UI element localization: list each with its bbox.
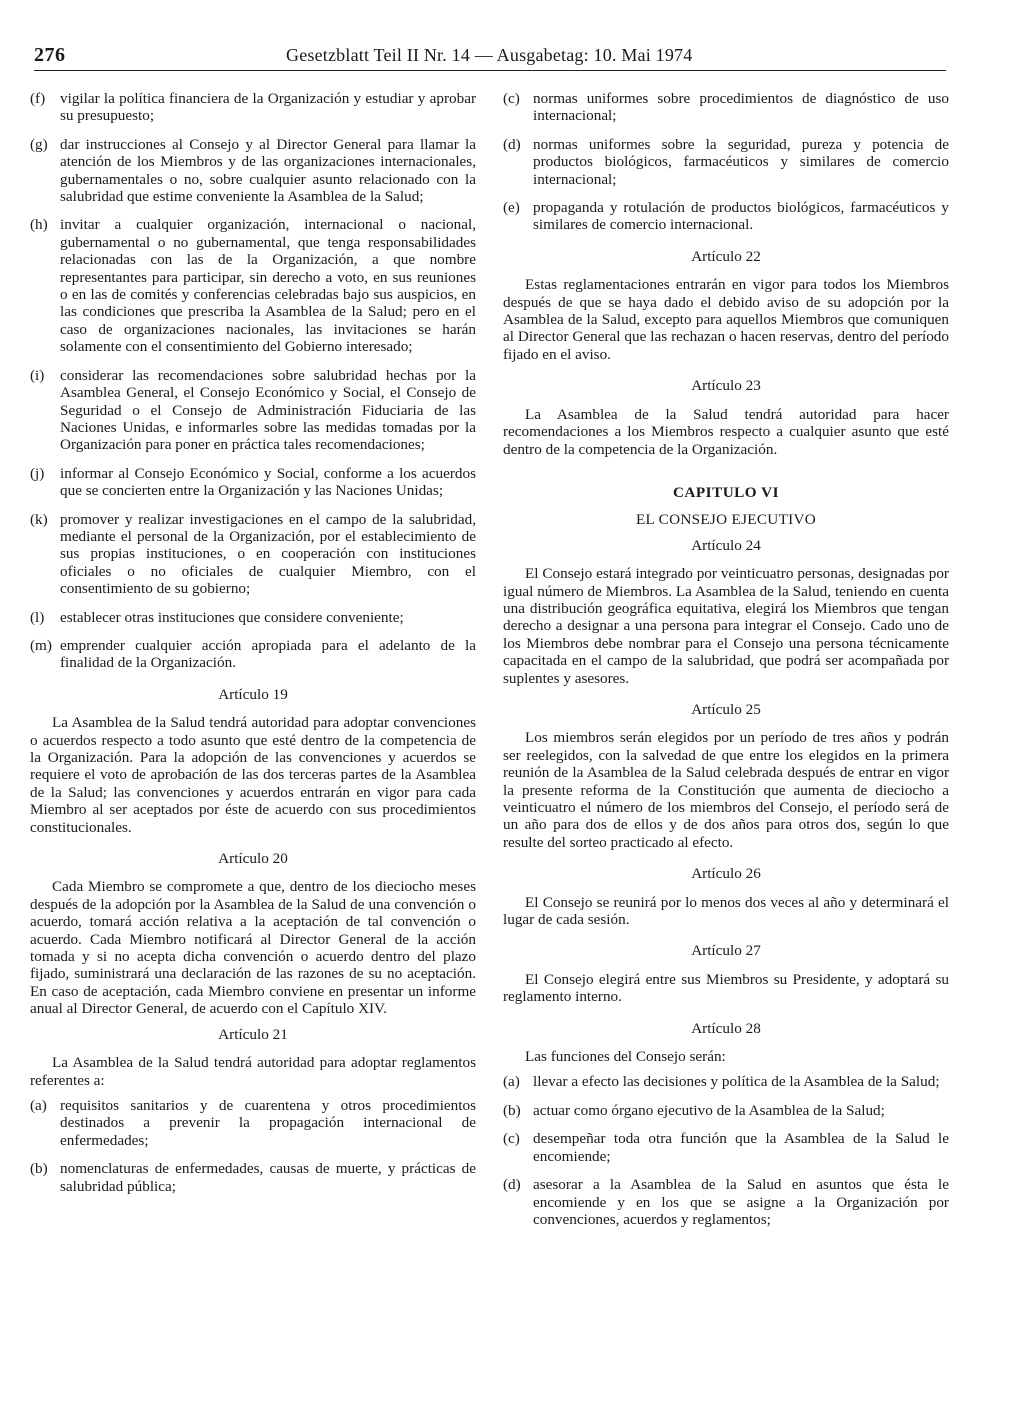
chapter-subtitle: EL CONSEJO EJECUTIVO bbox=[635, 511, 817, 529]
item-text: normas uniformes sobre la seguridad, pureza y potencia de productos biológicos, farmacéuticos y similares de comercio internacional; bbox=[533, 135, 949, 188]
list-item bbox=[30, 216, 476, 355]
list-item bbox=[30, 367, 476, 454]
item-label: (e) bbox=[503, 199, 520, 217]
article-22-heading: Artículo 22 bbox=[691, 247, 761, 265]
list-item bbox=[30, 136, 476, 206]
item-text: nomenclaturas de enfermedades, causas de muerte, y prácticas de salubridad pública; bbox=[60, 1160, 476, 1195]
item-label: (d) bbox=[503, 135, 521, 153]
article-24-heading: Artículo 24 bbox=[691, 536, 761, 554]
item-text: requisitos sanitarios y de cuarentena y otros procedimientos destinados a prevenir la propagación internacional de enfermedades; bbox=[60, 1096, 476, 1149]
item-label: (f) bbox=[30, 90, 46, 107]
article-22-text: Estas reglamentaciones entrarán en vigor para todos los Miembros después de que se haya dado el debido aviso de su adopción por la Asamblea de la Salud, excepto para aquellos Miembros que comuniquen al Director General que las rechazan o hacen reservas, dentro del período fijado en el aviso. bbox=[503, 276, 949, 363]
right-column bbox=[503, 90, 949, 1239]
list-item bbox=[30, 1160, 476, 1195]
article-26-heading: Artículo 26 bbox=[691, 865, 761, 883]
article-28-heading: Artículo 28 bbox=[691, 1019, 761, 1037]
list-item bbox=[30, 609, 476, 626]
list-item bbox=[503, 1130, 949, 1165]
list-item bbox=[503, 1073, 949, 1090]
list-item bbox=[503, 199, 949, 234]
article-19-text: La Asamblea de la Salud tendrá autoridad para adoptar convenciones o acuerdos respecto a todo asunto que esté dentro de la competencia de la Organización. Para la adopción de las convenciones y acuerdos se requiere el voto de aprobación de las dos terceras partes de la Asamblea de la Salud; las convenciones y acuerdos entrarán en vigor para cada Miembro al ser aceptados por éste de acuerdo con sus procedimientos constitucionales. bbox=[30, 714, 476, 836]
item-text: invitar a cualquier organización, internacional o nacional, gubernamental o no gubernamental, que tenga responsabilidades relacionadas con las de la Organización, a que nombre representantes para participar, sin derecho a voto, en sus reuniones o en las de comités y conferencias celebradas bajo sus auspicios, en las condiciones que prescriba la Asamblea de la Salud; pero en el caso de organizaciones nacionales, las invitaciones se harán solamente con el consentimiento del Gobierno interesado; bbox=[60, 216, 476, 356]
list-item bbox=[503, 90, 949, 125]
running-title: Gesetzblatt Teil II Nr. 14 — Ausgabetag: 10. Mai 1974 bbox=[286, 45, 693, 65]
item-text: considerar las recomendaciones sobre salubridad hechas por la Asamblea General, el Consejo Económico y Social, el Consejo de Seguridad o el Consejo de Administración Fiduciaria de las Naciones Unidas, e informarles sobre las medidas tomadas por la Organización para poner en práctica tales recomendaciones; bbox=[60, 366, 476, 454]
item-label: (c) bbox=[503, 1130, 520, 1148]
list-item bbox=[30, 90, 476, 125]
article-20-text: Cada Miembro se compromete a que, dentro de los dieciocho meses después de la adopción por la Asamblea de la Salud de una convención o acuerdo, tomará acción relativa a la aceptación de tal convención o acuerdo. Cada Miembro notificará al Director General de la acción tomada y si no acepta dicha convención o acuerdo dentro del plazo fijado, suministrará una declaración de las razones de su no aceptación. En caso de aceptación, cada Miembro conviene en presentar un informe anual al Director General, de acuerdo con el Capítulo XIV. bbox=[30, 878, 476, 1018]
item-label: (i) bbox=[30, 366, 45, 384]
article-23-heading: Artículo 23 bbox=[691, 377, 761, 395]
item-label: (a) bbox=[30, 1096, 47, 1114]
article-28-intro: Las funciones del Consejo serán: bbox=[525, 1048, 726, 1066]
item-text: establecer otras instituciones que considere conveniente; bbox=[60, 608, 404, 626]
article-25-text: Los miembros serán elegidos por un período de tres años y podrán ser reelegidos, con la salvedad de que entre los elegidos en la primera reunión de la Asamblea de la Salud celebrada después de entrar en vigor la presente reforma de la Constitución que aumenta de dieciocho a veinticuatro el número de los miembros del Consejo, el período será de un año para dos de ellos y de dos años para otros dos, según lo que resulte del sorteo practicado al efecto. bbox=[503, 729, 949, 851]
list-item bbox=[30, 511, 476, 598]
article-25-heading: Artículo 25 bbox=[691, 700, 761, 718]
item-label: (l) bbox=[30, 608, 45, 626]
item-text: propaganda y rotulación de productos biológicos, farmacéuticos y similares de comercio internacional. bbox=[533, 199, 949, 234]
list-item bbox=[503, 1176, 949, 1228]
item-text: desempeñar toda otra función que la Asamblea de la Salud le encomiende; bbox=[533, 1130, 949, 1165]
article-27-text: El Consejo elegirá entre sus Miembros su Presidente, y adoptará su reglamento interno. bbox=[503, 970, 949, 1006]
item-label: (d) bbox=[503, 1176, 521, 1194]
list-item bbox=[30, 637, 476, 672]
article-24-text: El Consejo estará integrado por veinticuatro personas, designadas por igual número de Miembros. La Asamblea de la Salud, teniendo en cuenta una distribución geográfica equitativa, elegirá los Miembros que tengan derecho a designar a una persona para integrar el Consejo. Cado uno de los Miembros debe nombrar para el Consejo una persona técnicamente capacitada en el campo de la salubridad, que podrá ser acompañada por suplentes y asesores. bbox=[503, 565, 949, 687]
item-text: llevar a efecto las decisiones y política de la Asamblea de la Salud; bbox=[533, 1073, 940, 1091]
page-header bbox=[34, 44, 946, 71]
article-23-text: La Asamblea de la Salud tendrá autoridad para hacer recomendaciones a los Miembros respecto a cualquier asunto que esté dentro de la competencia de la Organización. bbox=[503, 405, 949, 458]
list-item bbox=[30, 1097, 476, 1149]
list-item bbox=[503, 1102, 949, 1119]
chapter-title: CAPITULO VI bbox=[672, 483, 780, 501]
article-20-heading: Artículo 20 bbox=[218, 850, 288, 868]
article-27-heading: Artículo 27 bbox=[691, 942, 761, 960]
left-column bbox=[30, 90, 476, 1206]
article-21-text: La Asamblea de la Salud tendrá autoridad para adoptar reglamentos referentes a: bbox=[30, 1054, 476, 1089]
item-label: (j) bbox=[30, 464, 45, 482]
item-text: promover y realizar investigaciones en el campo de la salubridad, mediante el personal de la Organización, por el establecimiento de sus propias instituciones, o en cooperación con instituciones oficiales o no oficiales de cualquier Miembro, con el consentimiento de su gobierno; bbox=[60, 510, 476, 598]
page-number: 276 bbox=[34, 44, 66, 66]
item-text: informar al Consejo Económico y Social, conforme a los acuerdos que se concierten entre la Organización y las Naciones Unidas; bbox=[60, 464, 476, 500]
item-text: emprender cualquier acción apropiada para el adelanto de la finalidad de la Organización. bbox=[60, 636, 476, 672]
item-label: (g) bbox=[30, 135, 48, 153]
item-text: dar instrucciones al Consejo y al Director General para llamar la atención de los Miembros y de las organizaciones internacionales, gubernamentales o no, sobre cualquier asunto relacionado con la salubridad que estime conveniente la Asamblea de la Salud; bbox=[60, 135, 476, 206]
item-label: (b) bbox=[30, 1160, 48, 1178]
list-item bbox=[503, 136, 949, 188]
item-label: (m) bbox=[30, 636, 52, 654]
item-label: (a) bbox=[503, 1073, 520, 1091]
item-label: (c) bbox=[503, 90, 520, 107]
item-label: (k) bbox=[30, 510, 48, 528]
item-label: (b) bbox=[503, 1101, 521, 1119]
item-label: (h) bbox=[30, 216, 48, 234]
item-text: asesorar a la Asamblea de la Salud en asuntos que ésta le encomiende y en los que se asigne a la Organización por convenciones, acuerdos y reglamentos; bbox=[533, 1176, 949, 1228]
item-text: vigilar la política financiera de la Organización y estudiar y aprobar su presupuesto; bbox=[60, 90, 476, 125]
article-26-text: El Consejo se reunirá por lo menos dos veces al año y determinará el lugar de cada sesión. bbox=[503, 893, 949, 929]
article-21-heading: Artículo 21 bbox=[218, 1025, 288, 1043]
item-text: normas uniformes sobre procedimientos de diagnóstico de uso internacional; bbox=[533, 90, 949, 125]
list-item bbox=[30, 465, 476, 500]
item-text: actuar como órgano ejecutivo de la Asamblea de la Salud; bbox=[533, 1101, 885, 1119]
article-19-heading: Artículo 19 bbox=[218, 685, 288, 703]
